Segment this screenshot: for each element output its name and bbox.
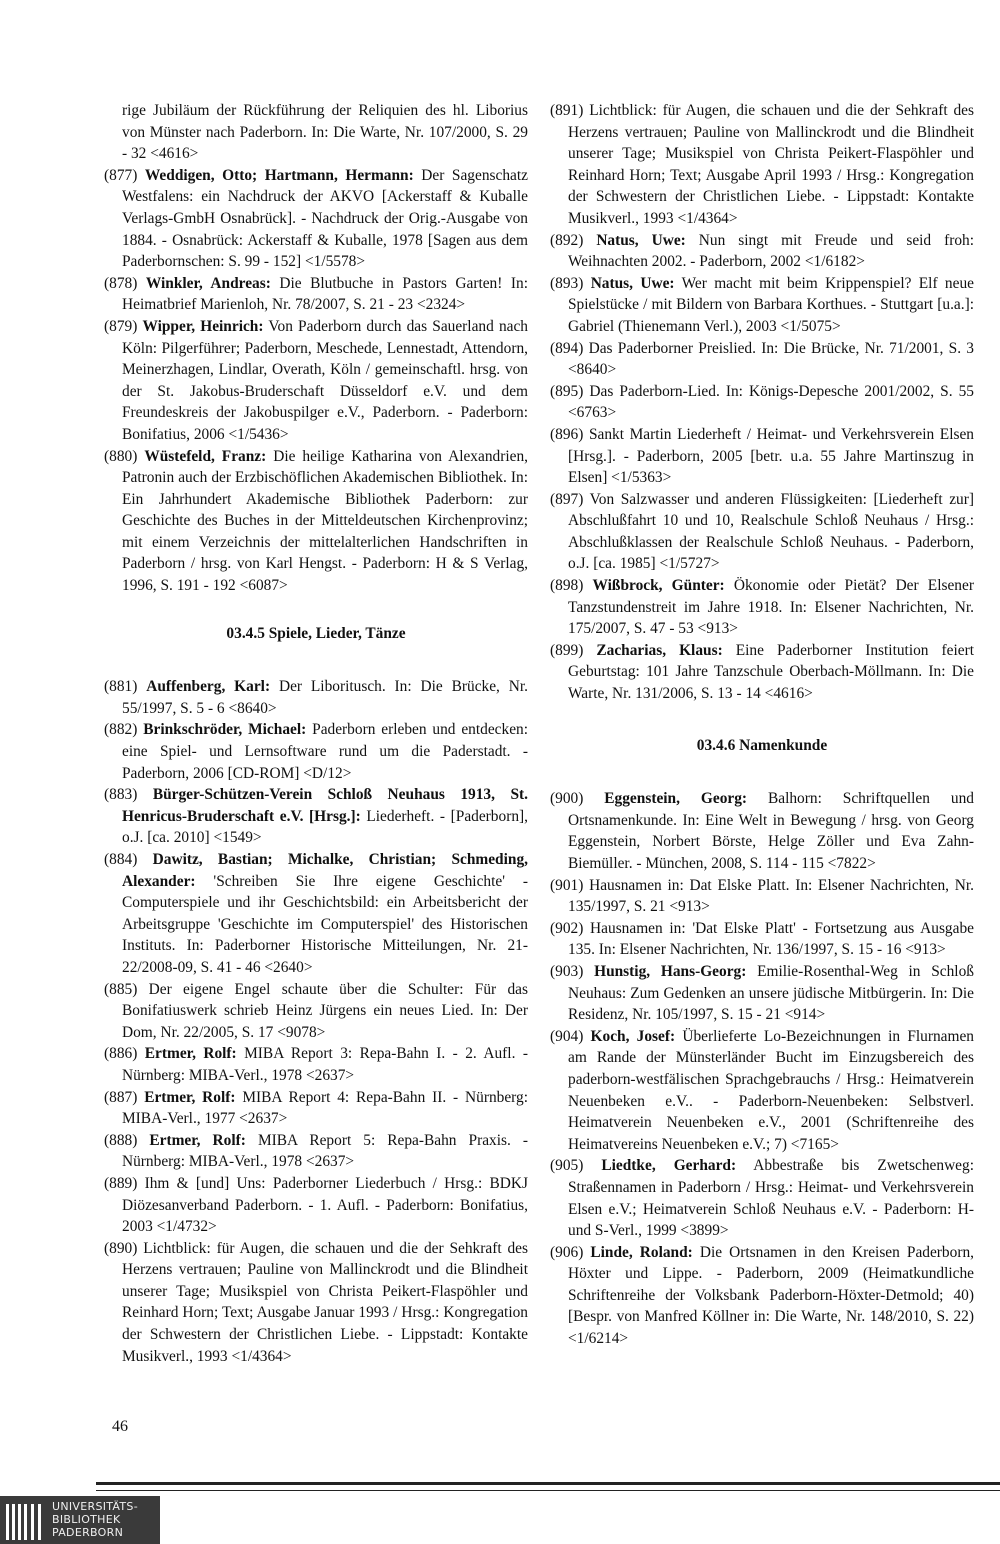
footer-rule-thick (96, 1482, 1000, 1485)
bibliography-entry (550, 875, 974, 918)
entry-text: Liederheft. - [Paderborn], o.J. [ca. 2010] <1549> (122, 807, 528, 847)
entry-author: Winkler, Andreas: (145, 274, 271, 292)
entry-number: (881) (104, 678, 138, 696)
entry-author: Brinkschröder, Michael: (143, 721, 307, 739)
library-name-line1: UNIVERSITÄTS- (52, 1500, 138, 1513)
entry-author: Hunstig, Hans-Georg: (594, 962, 747, 980)
entry-number: (892) (550, 231, 584, 249)
library-logo (0, 1496, 160, 1544)
bibliography-entry (550, 230, 974, 273)
section-heading-namenkunde: 03.4.6 Namenkunde (696, 736, 828, 754)
entry-number: (886) (104, 1045, 138, 1063)
entry-author: Koch, Josef: (590, 1027, 676, 1045)
entry-text: Das Paderborner Preislied. In: Die Brücke, Nr. 71/2001, S. 3 <8640> (568, 339, 974, 379)
entry-number: (901) (550, 876, 584, 894)
bibliography-entry (550, 1026, 974, 1156)
entry-text: Emilie-Rosenthal-Weg in Schloß Neuhaus: Zum Gedenken an unsere jüdische Mitbürgerin. In: Die Residenz, Nr. 105/1997, S. 15 - 21 <914> (568, 962, 974, 1024)
entry-number: (888) (104, 1131, 138, 1149)
entry-text: Hausnamen in: 'Dat Elske Platt' - Fortsetzung aus Ausgabe 135. In: Elsener Nachrichten, Nr. 136/1997, S. 15 - 16 <913> (568, 919, 974, 959)
entry-number: (900) (550, 790, 584, 808)
library-name (52, 1500, 138, 1539)
entry-author: Weddigen, Otto; Hartmann, Hermann: (144, 166, 414, 184)
entry-number: (884) (104, 851, 138, 868)
entry-text: MIBA Report 5: Repa-Bahn Praxis. - Nürnberg: MIBA-Verl., 1978 <2637> (122, 1131, 529, 1171)
footer-rule-thin (96, 1490, 1000, 1491)
entry-text: Die heilige Katharina von Alexandrien, Patronin auch der Erzbischöflichen Akademischen Bibliothek. In: Ein Jahrhundert Akademische Bibliothek Paderborn: zur Geschichte des Buches in der Mitteldeutschen Kirchenprovinz; mit einem Verzeichnis der mittelalterlichen Handschriften in Paderborn / hrsg. von Karl Hengst. - Paderborn: H & S Verlag, 1996, S. 191 - 192 <6087> (122, 447, 529, 595)
bibliography-entry (104, 849, 528, 979)
entry-number: (877) (104, 166, 138, 184)
entry-number: (882) (104, 721, 138, 739)
bibliography-entry (104, 1043, 528, 1086)
entry-text: Wer macht mit beim Krippenspiel? Elf neue Spielstücke / mit Bildern von Barbara Korthues. - Stuttgart [u.a.]: Gabriel (Thienemann Verl.), 2003 <1/5075> (568, 274, 974, 335)
entry-number: (896) (550, 425, 584, 443)
barcode-icon (6, 1504, 46, 1540)
entry-number: (887) (104, 1088, 138, 1106)
bibliography-entry (104, 719, 528, 784)
entry-text: 'Schreiben Sie Ihre eigene Geschichte' - Computerspiele und ihr Geschichtsbild: ein Arbeitsbericht der Arbeitsgruppe 'Geschichte im Computerspiel' des Historischen Instituts. In: Paderborner Historische Mitteilungen, Nr. 21-22/2008-09, S. 41 - 46 <2640> (122, 872, 528, 976)
entry-author: Wipper, Heinrich: (142, 317, 264, 335)
right-entries-b (550, 788, 974, 1349)
entry-text: Abbestraße bis Zwetschenweg: Straßennamen in Paderborn / Hrsg.: Heimat- und Verkehrsverein Elsen e.V.; Heimatverein Schloß Neuhaus e.V. - Paderborn: H- und S-Verl., 1999 <3899> (568, 1157, 974, 1240)
entry-text: Nun singt mit Freude und seid froh: Weihnachten 2002. - Paderborn, 2002 <1/6182> (568, 231, 974, 271)
bibliography-entry (550, 575, 974, 640)
entry-number: (897) (550, 490, 584, 508)
entry-author: Auffenberg, Karl: (146, 678, 271, 696)
entry-number: (899) (550, 641, 584, 659)
bibliography-entry (550, 489, 974, 575)
entry-number: (903) (550, 962, 584, 980)
bibliography-entry (104, 676, 528, 719)
entry-number: (895) (550, 382, 584, 400)
bibliography-entry (104, 1238, 528, 1368)
bibliography-entry (550, 918, 974, 961)
left-column (104, 100, 528, 1367)
left-entries-a (104, 165, 528, 597)
entry-text: Hausnamen in: Dat Elske Platt. In: Elsener Nachrichten, Nr. 135/1997, S. 21 <913> (568, 876, 974, 916)
entry-author: Eggenstein, Georg: (604, 790, 748, 808)
entry-text: Das Paderborn-Lied. In: Königs-Depesche 2001/2002, S. 55 <6763> (568, 382, 974, 422)
entry-number: (894) (550, 339, 584, 357)
entry-number: (879) (104, 317, 138, 335)
entry-number: (891) (550, 102, 584, 119)
bibliography-entry (550, 788, 974, 874)
right-column (550, 100, 974, 1350)
entry-text: Balhorn: Schriftquellen und Ortsnamenkunde. In: Eine Welt in Bewegung / hrsg. von Georg Eggenstein, Norbert Börste, Helge Zöller und Eva Zahn-Biemüller. - München, 2008, S. 114 - 115 <7822> (568, 790, 974, 872)
entry-number: (904) (550, 1027, 584, 1045)
entry-author: Ertmer, Rolf: (149, 1131, 246, 1149)
entry-text: Die Blutbuche in Pastors Garten! In: Heimatbrief Marienloh, Nr. 78/2007, S. 21 - 23 <2324> (122, 274, 528, 314)
entry-author: Bürger-Schützen-Verein Schloß Neuhaus 1913, St. Henricus-Bruderschaft e.V. [Hrsg.]: (122, 786, 528, 825)
entry-text: Überlieferte Lo-Bezeichnungen in Flurnamen am Rande der Münsterländer Bucht im Einzugsbereich des paderborn-westfälischen Sprachgebrauchs / Hrsg.: Heimatverein Neuenbeken e.V.. - Paderborn-Neuenbeken: Selbstverl. Heimatverein Neuenbeken e.V., 2001 (Schriftenreihe des Heimatvereins Neuenbeken e.V.; 7) <7165> (568, 1027, 974, 1153)
entry-author: Ertmer, Rolf: (144, 1088, 236, 1106)
bibliography-entry (550, 640, 974, 705)
entry-text: Eine Paderborner Institution feiert Geburtstag: 101 Jahre Tanzschule Oberbach-Möllmann. In: Die Warte, Nr. 131/2006, S. 13 - 14 <4616> (568, 641, 974, 703)
bibliography-entry (104, 784, 528, 849)
entry-text: Ökonomie oder Pietät? Der Elsener Tanzstundenstreit im Jahre 1918. In: Elsener Nachrichten, Nr. 175/2007, S. 47 - 53 <913> (568, 577, 974, 638)
entry-number: (878) (104, 274, 138, 292)
entry-number: (890) (104, 1239, 138, 1257)
entry-text: Von Paderborn durch das Sauerland nach Köln: Pilgerführer; Paderborn, Meschede, Lennestadt, Attendorn, Meinerzhagen, Lindlar, Overath, Köln / gemeinschaftl. hrsg. von der St. Jakobus-Bruderschaft Düsseldorf e.V. und dem Freundeskreis der Jakobuspilger e.V., Paderborn. - Paderborn: Bonifatius, 2006 <1/5436> (122, 317, 528, 443)
entry-number: (880) (104, 447, 138, 465)
bibliography-entry (550, 273, 974, 338)
entry-author: Liedtke, Gerhard: (601, 1157, 737, 1175)
entry-text: Lichtblick: für Augen, die schauen und die der Sehkraft des Herzens vertrauen; Pauline von Mallinckrodt und die Blindheit unserer Tage; Musikspiel von Christa Peikert-Flaspöhler und Reinhard Horn; Text; Ausgabe April 1993 / Hrsg.: Kongregation der Schwestern der Christlichen Liebe. - Lippstadt: Kontakte Musikverl., 1993 <1/4364> (568, 102, 974, 227)
entry-author: Natus, Uwe: (590, 274, 675, 292)
bibliography-entry (104, 979, 528, 1044)
bibliography-entry (104, 273, 528, 316)
library-name-line3: PADERBORN (52, 1526, 124, 1539)
bibliography-entry (104, 1087, 528, 1130)
continued-entry: rige Jubiläum der Rückführung der Reliquien des hl. Liborius von Münster nach Paderborn. In: Die Warte, Nr. 107/2000, S. 29 - 32 <4616> (122, 102, 528, 163)
bibliography-entry (104, 1173, 528, 1238)
entry-text: Der Liboritusch. In: Die Brücke, Nr. 55/1997, S. 5 - 6 <8640> (122, 678, 529, 717)
bibliography-entry (104, 316, 528, 446)
bibliography-entry (550, 100, 974, 230)
bibliography-entry (104, 165, 528, 273)
section-heading-spiele: 03.4.5 Spiele, Lieder, Tänze (226, 624, 406, 642)
entry-text: Die Ortsnamen in den Kreisen Paderborn, Höxter und Lippe. - Paderborn, 2009 (Heimatkundliche Schriftenreihe der Volksbank Paderborn-Höxter-Detmold; 40) [Bespr. von Manfred Köllner in: Die Warte, Nr. 148/2010, S. 22) <1/6214> (568, 1243, 974, 1348)
entry-number: (883) (104, 786, 138, 804)
entry-text: Lichtblick: für Augen, die schauen und die der Sehkraft des Herzens vertrauen; Pauline von Mallinckrodt und die Blindheit unserer Tage; Musikspiel von Christa Peikert-Flaspöhler und Reinhard Horn; Text; Ausgabe Januar 1993 / Hrsg.: Kongregation der Schwestern der Christlichen Liebe. - Lippstadt: Kontakte Musikverl., 1993 <1/4364> (122, 1239, 528, 1365)
entry-text: Von Salzwasser und anderen Flüssigkeiten: [Liederheft zur] Abschlußfahrt 10 und 10, Realschule Schloß Neuhaus / Hrsg.: Abschlußklassen der Realschule Schloß Neuhaus. - Paderborn, o.J. [ca. 1985] <1/5727> (568, 490, 974, 573)
bibliography-entry (550, 424, 974, 489)
bibliography-entry (550, 1242, 974, 1350)
entry-text: MIBA Report 3: Repa-Bahn I. - 2. Aufl. - Nürnberg: MIBA-Verl., 1978 <2637> (122, 1045, 528, 1084)
entry-author: Natus, Uwe: (596, 231, 686, 249)
bibliography-entry (550, 1155, 974, 1241)
entry-number: (905) (550, 1157, 584, 1175)
entry-number: (898) (550, 577, 584, 595)
entry-number: (893) (550, 274, 584, 292)
entry-number: (906) (550, 1243, 584, 1261)
entry-author: Ertmer, Rolf: (144, 1045, 237, 1063)
entry-author: Wißbrock, Günter: (592, 577, 725, 595)
entry-author: Dawitz, Bastian; Michalke, Christian; Schmeding, Alexander: (122, 851, 528, 890)
bibliography-entry (104, 1130, 528, 1173)
entry-text: Ihm & [und] Uns: Paderborner Liederbuch / Hrsg.: BDKJ Diözesanverband Paderborn. - 1. Aufl. - Paderborn: Bonifatius, 2003 <1/4732> (122, 1174, 528, 1236)
left-entries-b (104, 676, 528, 1367)
entry-text: Paderborn erleben und entdecken: eine Spiel- und Lernsoftware rund um die Paderstadt. - Paderborn, 2006 [CD-ROM] <D/12> (122, 721, 529, 782)
entry-author: Zacharias, Klaus: (596, 641, 723, 659)
entry-text: Der eigene Engel schaute über die Schulter: Für das Bonifatiuswerk schrieb Heinz Jürgens ein neues Lied. In: Der Dom, Nr. 22/2005, S. 17 <9078> (122, 980, 528, 1041)
bibliography-entry (550, 961, 974, 1026)
page-number: 46 (112, 1418, 128, 1435)
bibliography-entry (550, 381, 974, 424)
entry-number: (902) (550, 919, 584, 937)
entry-number: (885) (104, 980, 138, 998)
entry-text: Der Sagenschatz Westfalens: ein Nachdruck der AKVO [Ackerstaff & Kuballe Verlags-GmbH Osnabrück]. - Nachdruck der Orig.-Ausgabe von 1884. - Osnabrück: Ackerstaff & Kuballe, 1978 [Sagen aus dem Paderbornschen: S. 99 - 152] <1/5578> (122, 166, 528, 271)
entry-text: MIBA Report 4: Repa-Bahn II. - Nürnberg: MIBA-Verl., 1977 <2637> (122, 1088, 528, 1128)
bibliography-entry (104, 446, 528, 597)
right-entries-a (550, 100, 974, 705)
entry-number: (889) (104, 1174, 138, 1192)
entry-author: Linde, Roland: (590, 1243, 693, 1261)
library-name-line2: BIBLIOTHEK (52, 1513, 121, 1526)
entry-author: Wüstefeld, Franz: (144, 447, 267, 465)
bibliography-entry (550, 338, 974, 381)
entry-text: Sankt Martin Liederheft / Heimat- und Verkehrsverein Elsen [Hrsg.]. - Paderborn, 2005 [betr. u.a. 55 Jahre Martinszug in Elsen] <1/5363> (568, 425, 974, 487)
